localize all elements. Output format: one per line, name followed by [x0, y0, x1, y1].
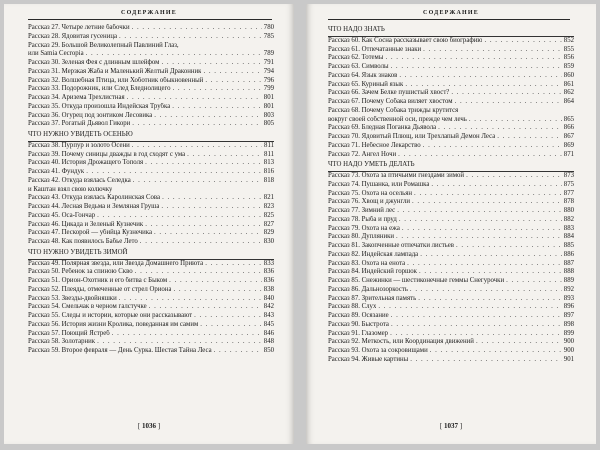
toc-entry-page: 843 [263, 312, 274, 319]
toc-entry-page: 886 [563, 250, 574, 258]
section-heading: ЧТО НАДО ЗНАТЬ [328, 26, 574, 37]
toc-entry[interactable] [328, 277, 574, 286]
toc-entry-page: 799 [263, 85, 274, 93]
toc-entry-page: 856 [563, 54, 574, 62]
toc-entry[interactable] [28, 203, 274, 212]
dot-leader [385, 54, 561, 63]
toc-entry-title: Рассказ 86. Дальнозоркость [328, 285, 408, 293]
toc-entry-page: 860 [563, 71, 574, 79]
toc-entry-continuation[interactable] [328, 116, 574, 125]
toc-entry-page: 780 [263, 24, 274, 31]
dot-leader [97, 212, 262, 221]
toc-entry[interactable] [328, 72, 574, 81]
dot-leader [205, 77, 261, 86]
toc-entry-page: 878 [563, 198, 574, 206]
toc-entry[interactable] [28, 268, 274, 277]
dot-leader [162, 194, 262, 203]
toc-entry-page: 818 [263, 176, 274, 184]
toc-entry[interactable] [328, 37, 574, 46]
dot-leader [398, 151, 562, 160]
toc-entry-page: 791 [263, 59, 274, 66]
toc-entry-title: Рассказ 38. Пурпур и золото Осени [28, 141, 130, 149]
dot-leader [396, 233, 562, 242]
toc-entry-title: Рассказ 88. Слух [328, 303, 377, 311]
dot-leader [200, 321, 262, 330]
toc-entry[interactable] [28, 303, 274, 312]
dot-leader [378, 303, 561, 312]
toc-entry[interactable] [28, 330, 274, 339]
toc-entry-page: 789 [263, 50, 274, 58]
toc-entry[interactable] [28, 277, 274, 286]
toc-entry-page: 811 [264, 150, 274, 158]
toc-entry-page: 888 [563, 268, 574, 276]
folio-bracket-open: [ [137, 422, 141, 430]
toc-entry-title: Рассказ 43. Откуда взялась Каролинская Сова [28, 194, 161, 202]
dot-leader [205, 260, 262, 269]
toc-entry-title: Рассказ 81. Закопченные отпечатки листьев [328, 242, 455, 249]
dot-leader [112, 330, 262, 339]
toc-entry-title: Рассказ 73. Охота за птичьими гнездами зимой [328, 172, 465, 179]
toc-entry[interactable] [328, 242, 574, 251]
toc-entry-title: Рассказ 67. Почему Собака виляет хвостом [328, 98, 453, 105]
dot-leader [214, 347, 262, 356]
dot-leader [466, 172, 562, 181]
toc-entry[interactable] [28, 94, 274, 103]
toc-entry-title: и Каштан взял свою колючку [28, 185, 113, 193]
toc-entry[interactable] [328, 98, 574, 107]
dot-leader [414, 190, 562, 199]
dot-leader [423, 46, 562, 55]
toc-entry-title: Рассказ 27. Четыре летние бабочки [28, 24, 130, 31]
toc-entry-title: Рассказ 57. Поющий Ястреб [28, 329, 110, 337]
toc-entry-page: 862 [563, 89, 574, 97]
toc-entry[interactable] [28, 221, 274, 230]
toc-entry[interactable] [28, 77, 274, 86]
toc-entry-page: 823 [263, 203, 274, 210]
dot-leader [397, 207, 562, 216]
folio-number: 1036 [142, 422, 156, 430]
toc-entry[interactable] [328, 216, 574, 225]
dot-leader [412, 198, 562, 207]
toc-entry-title: Рассказ 61. Отпечатанные знаки [328, 45, 422, 53]
toc-entry-page: 865 [563, 115, 574, 123]
toc-entry-page: 813 [263, 159, 274, 167]
toc-entry-page: 850 [263, 347, 274, 354]
toc-entry-page: 883 [563, 224, 574, 232]
toc-entry[interactable] [328, 172, 574, 181]
toc-entry-page: 816 [263, 168, 274, 175]
toc-entry-title: Рассказ 90. Быстрота [328, 320, 389, 328]
dot-leader [456, 242, 562, 251]
toc-entry[interactable] [28, 321, 274, 330]
dot-leader [438, 124, 562, 133]
toc-entry-title: или Samia Cecropia [28, 50, 84, 58]
dot-leader [132, 24, 262, 33]
dot-leader [402, 225, 562, 234]
toc-entry[interactable] [28, 42, 274, 51]
toc-entry-page: 825 [263, 211, 274, 219]
dot-leader [132, 142, 262, 151]
toc-entry[interactable] [328, 303, 574, 312]
toc-entry[interactable] [328, 321, 574, 330]
toc-entry-title: Рассказ 59. Второе февраля — День Сурка. Шестая Тайна Леса [28, 347, 212, 354]
toc-entry-page: 785 [263, 32, 274, 40]
toc-entry[interactable] [328, 124, 574, 133]
header-rule [328, 19, 570, 20]
toc-entry-title: Рассказ 31. Мерзкая Жаба и Маленький Желтый Драконник [28, 67, 202, 75]
toc-entry[interactable] [328, 107, 574, 116]
toc-entry[interactable] [328, 312, 574, 321]
dot-leader [149, 303, 262, 312]
toc-entry[interactable] [328, 338, 574, 347]
dot-leader [154, 112, 262, 121]
dot-leader [430, 347, 562, 356]
toc-entry-page: 899 [563, 329, 574, 337]
toc-entry[interactable] [328, 207, 574, 216]
toc-entry-title: Рассказ 54. Смельчак в черном галстучке [28, 303, 147, 311]
toc-entry-page: 794 [263, 67, 274, 75]
toc-entry[interactable] [28, 347, 274, 356]
dot-leader [497, 133, 562, 142]
toc-entry-title: Рассказ 83. Охота на енота [328, 259, 406, 267]
running-head: СОДЕРЖАНИЕ [121, 10, 177, 16]
toc-entry[interactable] [28, 238, 274, 247]
toc-entry-page: 864 [563, 98, 574, 105]
toc-entry-page: 898 [563, 320, 574, 328]
toc-entry-title: Рассказ 36. Огурец под зонтиком Лесовика [28, 111, 153, 119]
toc-entry-title: Рассказ 40. История Дрожащего Тополя [28, 159, 144, 167]
toc-entry-title: Рассказ 78. Рыба и пруд [328, 215, 397, 223]
toc-entry[interactable] [328, 81, 574, 90]
toc-entry-title: вокруг своей собственной оси, прежде чем лечь [328, 115, 467, 123]
toc-entry-page: 821 [263, 194, 274, 202]
toc-entry[interactable] [28, 212, 274, 221]
toc-entry[interactable] [328, 268, 574, 277]
toc-entry[interactable] [28, 338, 274, 347]
toc-entry-title: Рассказ 44. Лесная Ведьма и Земляная Груша [28, 203, 160, 210]
dot-leader [145, 159, 262, 168]
dot-leader [161, 59, 261, 68]
dot-leader [97, 338, 262, 347]
toc-entry-title: Рассказ 80. Дупляники [328, 233, 395, 241]
toc-entry[interactable] [28, 312, 274, 321]
toc-entry[interactable] [328, 54, 574, 63]
toc-entry-page: 833 [263, 259, 274, 267]
toc-entry-page: 897 [563, 312, 574, 319]
toc-entry-title: Рассказ 69. Бледная Поганка Дьявола [328, 124, 437, 132]
dot-leader [133, 177, 262, 186]
toc-entry-page: 875 [563, 180, 574, 188]
toc-entry[interactable] [28, 33, 274, 42]
toc-entry-title: Рассказ 68. Почему Собака трижды крутится [328, 106, 459, 114]
toc-entry-title: Рассказ 52. Плеяды, отмеченные от стрел Ориона [28, 285, 172, 293]
toc-entry[interactable] [328, 286, 574, 295]
dot-leader [154, 229, 262, 238]
toc-entry-title: Рассказ 70. Ядовитый Плющ, или Трехлапый Демон Леса [328, 133, 496, 140]
folio-bracket-close: ] [459, 422, 463, 430]
dot-leader [140, 238, 262, 247]
toc-entry-title: Рассказ 63. Символы [328, 63, 389, 70]
dot-leader [455, 98, 562, 107]
toc-entry[interactable] [28, 85, 274, 94]
toc-entry-page: 871 [563, 150, 574, 158]
toc-entry[interactable] [328, 198, 574, 207]
dot-leader [410, 356, 562, 365]
toc-entry-page: 885 [563, 242, 574, 249]
toc-entry[interactable] [328, 330, 574, 339]
toc-entry-page: 848 [263, 338, 274, 346]
toc-entry[interactable] [328, 295, 574, 304]
toc-entry[interactable] [328, 233, 574, 242]
header-rule [28, 19, 272, 20]
toc-entry[interactable] [328, 181, 574, 190]
toc-entry-title: Рассказ 28. Ядовитая гусеница [28, 32, 117, 40]
toc-entry-page: 803 [263, 111, 274, 119]
toc-entry-title: Рассказ 41. Фундук [28, 168, 85, 175]
dot-leader [173, 85, 262, 94]
toc-entry-title: Рассказ 34. Аризема Трехлистная [28, 94, 125, 101]
toc-entry-title: Рассказ 93. Охота за сокровищами [328, 347, 428, 354]
toc-entry-page: 840 [263, 294, 274, 302]
dot-leader [418, 295, 562, 304]
toc-entry-title: Рассказ 60. Как Сосна рассказывает свою биографию [328, 36, 483, 44]
toc-entry-page: 842 [263, 303, 274, 311]
toc-entry-title: Рассказ 82. Индейская лампада [328, 250, 419, 258]
toc-entry-page: 877 [563, 189, 574, 197]
dot-leader [431, 181, 561, 190]
toc-entry[interactable] [328, 46, 574, 55]
toc-entry-title: Рассказ 49. Полярная звезда, или Звезда Домашнего Приюта [28, 259, 204, 267]
toc-entry-page: 838 [263, 285, 274, 293]
dot-leader [391, 321, 562, 330]
toc-entry-title: Рассказ 45. Оса-Гончар [28, 211, 96, 219]
dot-leader [484, 37, 561, 46]
toc-entry-page: 880 [563, 207, 574, 214]
toc-entry-title: Рассказ 84. Индейский горшок [328, 268, 417, 276]
toc-entry-page: 900 [563, 338, 574, 346]
toc-entry-title: Рассказ 50. Ребенок за спиною Скво [28, 268, 133, 276]
toc-entry-title: Рассказ 64. Язык знаков [328, 71, 398, 79]
dot-leader [203, 68, 261, 77]
toc-entry-page: 855 [563, 45, 574, 53]
toc-entry[interactable] [28, 159, 274, 168]
section-heading: ЧТО НУЖНО УВИДЕТЬ ЗИМОЙ [28, 249, 274, 260]
dot-leader [451, 89, 561, 98]
toc-entry-title: Рассказ 89. Осязание [328, 312, 389, 319]
toc-entry[interactable] [28, 260, 274, 269]
toc-entry-title: Рассказ 62. Тотемы [328, 54, 384, 62]
toc-entry-continuation[interactable] [28, 50, 274, 59]
dot-leader [187, 151, 262, 160]
toc-entry-title: Рассказ 33. Подорожник, или След Бледнолицего [28, 85, 171, 93]
toc-entry-page: 801 [263, 94, 274, 101]
dot-leader [420, 251, 562, 260]
dot-leader [119, 33, 262, 42]
dot-leader [127, 94, 262, 103]
toc-entry-title: Рассказ 75. Охота на осельян [328, 189, 413, 197]
toc-entry-page: 836 [263, 277, 274, 284]
toc-entry-title: Рассказ 37. Рогатый Дьявол Гикори [28, 120, 131, 128]
dot-leader [407, 260, 562, 269]
dot-leader [469, 116, 562, 125]
toc-entry-page: 887 [563, 259, 574, 267]
toc-entry-page: 884 [563, 233, 574, 241]
toc-entry-page: 796 [263, 76, 274, 84]
toc-entry-page: 873 [563, 172, 574, 179]
toc-entry-page: 869 [563, 141, 574, 149]
toc-entry[interactable] [328, 63, 574, 72]
toc-entry-continuation[interactable] [28, 186, 274, 195]
toc-entry[interactable] [28, 24, 274, 33]
dot-leader [119, 295, 262, 304]
toc-entry-title: Рассказ 66. Зачем Белке пушистый хвост? [328, 89, 450, 97]
toc-entry-page: 805 [263, 120, 274, 128]
toc-entry[interactable] [28, 151, 274, 160]
toc-entry-title: Рассказ 65. Куриный язык [328, 80, 404, 88]
toc-entry-title: Рассказ 77. Зимний лес [328, 207, 396, 214]
toc-entry-title: Рассказ 85. Снежинки — шестиконечные геммы Снегурочки [328, 277, 505, 284]
toc-entry-page: 830 [263, 238, 274, 245]
toc-entry[interactable] [28, 229, 274, 238]
toc-entry[interactable] [328, 89, 574, 98]
dot-leader [161, 203, 261, 212]
toc-entry[interactable] [28, 120, 274, 129]
toc-entry-title: Рассказ 91. Глазомер [328, 329, 389, 337]
dot-leader [86, 50, 262, 59]
toc-entry-title: Рассказ 92. Меткость, или Координация движений [328, 338, 474, 346]
dot-leader [390, 330, 562, 339]
toc-entry-title: Рассказ 56. История жизни Кролика, поведанная им самим [28, 320, 199, 328]
toc-entry[interactable] [28, 68, 274, 77]
toc-entry[interactable] [328, 225, 574, 234]
dot-leader [506, 277, 562, 286]
running-head: СОДЕРЖАНИЕ [423, 10, 479, 16]
toc-entry-page: 811 [264, 141, 274, 149]
toc-entry-title: Рассказ 32. Волшебная Птица, или Хоботник обыкновенный [28, 76, 204, 84]
toc-entry-title: Рассказ 35. Откуда произошла Индейская Трубка [28, 102, 171, 110]
toc-entry-title: Рассказ 30. Зеленая Фея с длинным шлейфом [28, 59, 160, 66]
toc-entry[interactable] [328, 347, 574, 356]
toc-entry-page: 882 [563, 215, 574, 223]
dot-leader [172, 103, 262, 112]
section-heading: ЧТО НАДО УМЕТЬ ДЕЛАТЬ [328, 161, 574, 172]
toc-entry[interactable] [28, 177, 274, 186]
dot-leader [399, 216, 562, 225]
folio-bracket-close: ] [157, 422, 161, 430]
dot-leader [476, 338, 562, 347]
toc-entry-page: 866 [563, 124, 574, 132]
folio-number: 1037 [444, 422, 458, 430]
table-of-contents [328, 24, 574, 365]
toc-entry[interactable] [328, 251, 574, 260]
toc-entry-title: Рассказ 39. Почему синицы дважды в год сходят с ума [28, 150, 186, 158]
toc-entry[interactable] [28, 112, 274, 121]
toc-entry-page: 867 [563, 133, 574, 140]
toc-entry[interactable] [328, 190, 574, 199]
toc-entry-title: Рассказ 76. Хвощ и джунгли [328, 198, 411, 206]
dot-leader [419, 268, 562, 277]
toc-entry-page: 827 [263, 220, 274, 228]
section-heading: ЧТО НУЖНО УВИДЕТЬ ОСЕНЬЮ [28, 131, 274, 142]
toc-entry-title: Рассказ 55. Следы и истории, которые они рассказывают [28, 312, 193, 319]
toc-entry-title: Рассказ 71. Небесное Лекарство [328, 141, 421, 149]
toc-entry-title: Рассказ 48. Как появилось Бабье Лето [28, 238, 138, 245]
toc-entry-title: Рассказ 79. Охота на ежа [328, 224, 400, 232]
toc-entry[interactable] [28, 194, 274, 203]
table-of-contents [28, 24, 274, 356]
toc-entry-page: 836 [263, 268, 274, 276]
toc-entry-title: Рассказ 87. Зрительная память [328, 294, 417, 302]
toc-entry[interactable] [328, 260, 574, 269]
dot-leader [169, 277, 262, 286]
page-number [4, 422, 294, 430]
dot-leader [391, 63, 562, 72]
page-number [306, 422, 596, 430]
toc-entry-title: Рассказ 94. Живые картины [328, 355, 409, 363]
toc-entry[interactable] [28, 59, 274, 68]
toc-entry[interactable] [328, 133, 574, 142]
toc-entry-page: 889 [563, 277, 574, 284]
toc-entry-page: 901 [563, 355, 574, 363]
dot-leader [135, 268, 262, 277]
toc-entry-title: Рассказ 51. Орион-Охотник и его битва с Быком [28, 277, 168, 284]
toc-entry-page: 852 [563, 36, 574, 44]
dot-leader [399, 72, 561, 81]
toc-entry-page: 801 [263, 102, 274, 110]
toc-entry[interactable] [328, 142, 574, 151]
left-page [4, 4, 294, 444]
toc-entry-page: 859 [563, 63, 574, 70]
toc-entry-title: Рассказ 46. Цикада и Зеленый Кузнечик [28, 220, 144, 228]
toc-entry-page: 829 [263, 229, 274, 237]
toc-entry-page: 896 [563, 303, 574, 311]
toc-entry-title: Рассказ 74. Пушанка, или Ромашка [328, 180, 430, 188]
dot-leader [391, 312, 562, 321]
toc-entry-title: Рассказ 42. Откуда взялась Селедка [28, 176, 131, 184]
toc-entry[interactable] [28, 295, 274, 304]
toc-entry-title: Рассказ 47. Пескорой — убийца Кузнечика [28, 229, 152, 237]
toc-entry[interactable] [28, 168, 274, 177]
dot-leader [405, 81, 561, 90]
toc-entry-title: Рассказ 72. Ангел Ночи [328, 150, 397, 158]
toc-entry[interactable] [28, 103, 274, 112]
toc-entry[interactable] [328, 356, 574, 365]
toc-entry[interactable] [28, 286, 274, 295]
dot-leader [86, 168, 262, 177]
toc-entry-page: 900 [563, 347, 574, 354]
toc-entry[interactable] [328, 151, 574, 160]
toc-entry-page: 846 [263, 329, 274, 337]
dot-leader [423, 142, 562, 151]
toc-entry-page: 845 [263, 320, 274, 328]
toc-entry-title: Рассказ 58. Золотарник [28, 338, 96, 346]
dot-leader [194, 312, 262, 321]
dot-leader [145, 221, 262, 230]
dot-leader [410, 286, 562, 295]
toc-entry-title: Рассказ 53. Звезды-двойняшки [28, 294, 117, 302]
toc-entry-page: 861 [563, 80, 574, 88]
dot-leader [173, 286, 261, 295]
toc-entry[interactable] [28, 142, 274, 151]
dot-leader [132, 120, 262, 129]
folio-bracket-open: [ [439, 422, 443, 430]
toc-entry-page: 893 [563, 294, 574, 302]
toc-entry-page: 892 [563, 285, 574, 293]
right-page [306, 4, 596, 444]
toc-entry-title: Рассказ 29. Большой Великолепный Павлиний Глаз, [28, 41, 179, 49]
